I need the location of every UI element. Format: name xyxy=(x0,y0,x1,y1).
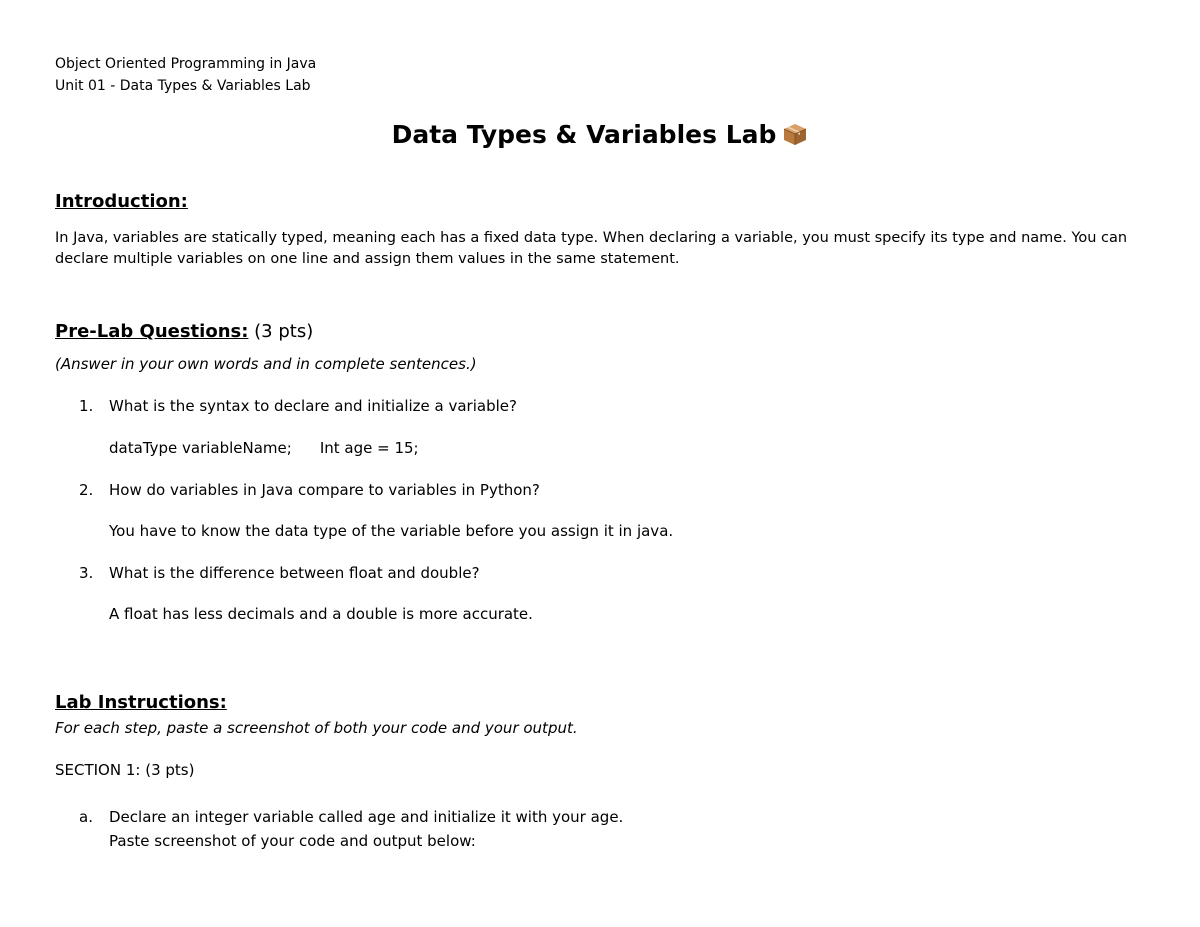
prelab-heading xyxy=(55,320,313,344)
question-text: How do variables in Java compare to variables in Python? xyxy=(109,481,540,499)
answer-example: Int age = 15; xyxy=(319,439,419,457)
step-text: Declare an integer variable called age and initialize it with your age. xyxy=(109,808,624,826)
lab-instructions-text: For each step, paste a screenshot of both your code and your output. xyxy=(55,719,578,737)
answer-text: A float has less decimals and a double is more accurate. xyxy=(109,605,533,623)
lab-instructions-heading-text: Lab Instructions: xyxy=(55,692,227,713)
unit-name: Unit 01 - Data Types & Variables Lab xyxy=(55,78,311,94)
question-text: What is the difference between float and double? xyxy=(109,564,480,582)
question-number: 2. xyxy=(79,481,94,499)
step-marker: a. xyxy=(79,808,93,826)
page-title xyxy=(55,118,1145,152)
document-page xyxy=(55,0,1145,927)
introduction-heading-text: Introduction: xyxy=(55,191,188,212)
introduction-heading xyxy=(55,190,188,214)
question-text: What is the syntax to declare and initialize a variable? xyxy=(109,397,517,415)
question-number: 3. xyxy=(79,564,94,582)
section-1-label: SECTION 1: (3 pts) xyxy=(55,761,195,779)
answer-text: You have to know the data type of the variable before you assign it in java. xyxy=(109,522,674,540)
answer-text xyxy=(109,438,419,458)
lab-instructions-heading xyxy=(55,691,227,715)
step-subtext: Paste screenshot of your code and output below: xyxy=(109,832,476,850)
answer-syntax: dataType variableName; xyxy=(109,439,292,457)
prelab-instructions: (Answer in your own words and in complete sentences.) xyxy=(55,355,477,373)
question-number: 1. xyxy=(79,397,94,415)
introduction-body: In Java, variables are statically typed, meaning each has a fixed data type. When declaring a variable, you must specify its type and name. You can declare multiple variables on one line and assign them values in the same statement. xyxy=(55,230,1128,267)
course-name: Object Oriented Programming in Java xyxy=(55,56,317,72)
page-title-text: Data Types & Variables Lab xyxy=(391,120,777,149)
package-box-icon xyxy=(782,121,808,147)
prelab-points: (3 pts) xyxy=(254,321,314,342)
prelab-heading-text: Pre-Lab Questions: xyxy=(55,321,249,342)
